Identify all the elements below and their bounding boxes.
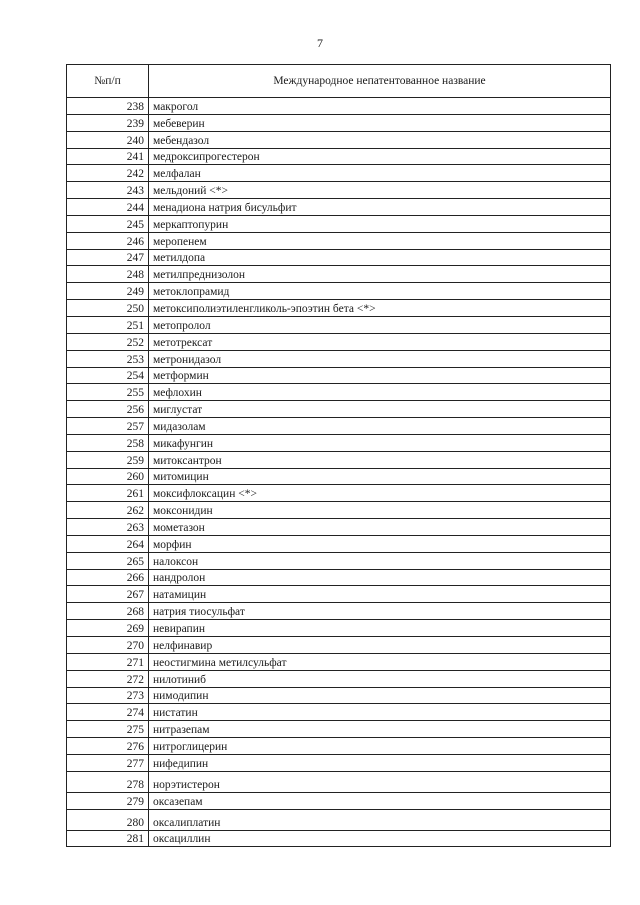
row-number: 252 (67, 333, 149, 350)
table-row (67, 485, 611, 502)
table-row (67, 502, 611, 519)
header-number: №п/п (67, 65, 149, 98)
row-number: 276 (67, 738, 149, 755)
table-row (67, 165, 611, 182)
drug-name: мельдоний <*> (149, 182, 611, 199)
table-row (67, 620, 611, 637)
row-number: 271 (67, 653, 149, 670)
row-number: 253 (67, 350, 149, 367)
drug-name: метопролол (149, 316, 611, 333)
table-row (67, 384, 611, 401)
row-number: 244 (67, 199, 149, 216)
row-number: 273 (67, 687, 149, 704)
table-row (67, 704, 611, 721)
row-number: 258 (67, 434, 149, 451)
drug-name: метоклопрамид (149, 283, 611, 300)
row-number: 254 (67, 367, 149, 384)
drug-name: мометазон (149, 519, 611, 536)
row-number: 240 (67, 131, 149, 148)
table-row (67, 283, 611, 300)
drug-name: метилпреднизолон (149, 266, 611, 283)
table-row (67, 569, 611, 586)
row-number: 246 (67, 232, 149, 249)
table-row (67, 809, 611, 830)
table-row (67, 98, 611, 115)
table-row (67, 199, 611, 216)
table-row (67, 738, 611, 755)
drug-name: оксазепам (149, 792, 611, 809)
table-row (67, 148, 611, 165)
drug-name: нелфинавир (149, 637, 611, 654)
table-row (67, 792, 611, 809)
drug-name: макрогол (149, 98, 611, 115)
table-row (67, 535, 611, 552)
table-row (67, 603, 611, 620)
row-number: 238 (67, 98, 149, 115)
row-number: 263 (67, 519, 149, 536)
drug-name: метформин (149, 367, 611, 384)
table-row (67, 721, 611, 738)
table-row (67, 687, 611, 704)
table-row (67, 468, 611, 485)
row-number: 268 (67, 603, 149, 620)
drug-name: невирапин (149, 620, 611, 637)
table-row (67, 552, 611, 569)
table-row (67, 232, 611, 249)
row-number: 272 (67, 670, 149, 687)
row-number: 247 (67, 249, 149, 266)
drug-name: медроксипрогестерон (149, 148, 611, 165)
drug-name: неостигмина метилсульфат (149, 653, 611, 670)
drug-name: оксалиплатин (149, 809, 611, 830)
table-row (67, 451, 611, 468)
table-row (67, 771, 611, 792)
table-row (67, 586, 611, 603)
row-number: 266 (67, 569, 149, 586)
table-row (67, 316, 611, 333)
row-number: 259 (67, 451, 149, 468)
row-number: 261 (67, 485, 149, 502)
table-row (67, 830, 611, 847)
row-number: 243 (67, 182, 149, 199)
drug-name: налоксон (149, 552, 611, 569)
table-row (67, 519, 611, 536)
drug-name: митомицин (149, 468, 611, 485)
drug-name: нифедипин (149, 754, 611, 771)
row-number: 241 (67, 148, 149, 165)
row-number: 245 (67, 215, 149, 232)
drug-name: митоксантрон (149, 451, 611, 468)
row-number: 265 (67, 552, 149, 569)
drug-name: нимодипин (149, 687, 611, 704)
drug-name: морфин (149, 535, 611, 552)
table-row (67, 367, 611, 384)
drug-name: метоксиполиэтиленгликоль-эпоэтин бета <*> (149, 300, 611, 317)
table-header-row (67, 65, 611, 98)
table-row (67, 670, 611, 687)
drug-name: метронидазол (149, 350, 611, 367)
drug-name: микафунгин (149, 434, 611, 451)
table-body (67, 98, 611, 847)
row-number: 262 (67, 502, 149, 519)
row-number: 250 (67, 300, 149, 317)
drug-name: мебендазол (149, 131, 611, 148)
table-row (67, 114, 611, 131)
page-number: 7 (317, 36, 323, 50)
row-number: 242 (67, 165, 149, 182)
table-row (67, 653, 611, 670)
drug-name: метилдопа (149, 249, 611, 266)
drug-name: натамицин (149, 586, 611, 603)
drug-name: миглустат (149, 401, 611, 418)
drug-name: оксациллин (149, 830, 611, 847)
header-name: Международное непатентованное название (149, 65, 611, 98)
table-row (67, 266, 611, 283)
row-number: 278 (67, 771, 149, 792)
table-row (67, 350, 611, 367)
table-row (67, 131, 611, 148)
drug-name: нитразепам (149, 721, 611, 738)
row-number: 279 (67, 792, 149, 809)
drug-name: мидазолам (149, 418, 611, 435)
table-row (67, 249, 611, 266)
drug-name: моксифлоксацин <*> (149, 485, 611, 502)
row-number: 256 (67, 401, 149, 418)
table-row (67, 182, 611, 199)
drug-name: менадиона натрия бисульфит (149, 199, 611, 216)
row-number: 255 (67, 384, 149, 401)
row-number: 275 (67, 721, 149, 738)
row-number: 239 (67, 114, 149, 131)
drug-name: норэтистерон (149, 771, 611, 792)
row-number: 267 (67, 586, 149, 603)
table-row (67, 401, 611, 418)
table-row (67, 418, 611, 435)
row-number: 274 (67, 704, 149, 721)
row-number: 251 (67, 316, 149, 333)
drug-name: мефлохин (149, 384, 611, 401)
row-number: 270 (67, 637, 149, 654)
row-number: 264 (67, 535, 149, 552)
drug-name: метотрексат (149, 333, 611, 350)
table-row (67, 300, 611, 317)
drug-table (66, 64, 611, 847)
row-number: 249 (67, 283, 149, 300)
row-number: 269 (67, 620, 149, 637)
row-number: 277 (67, 754, 149, 771)
drug-name: мелфалан (149, 165, 611, 182)
row-number: 260 (67, 468, 149, 485)
table-row (67, 333, 611, 350)
row-number: 281 (67, 830, 149, 847)
drug-name: нитроглицерин (149, 738, 611, 755)
row-number: 280 (67, 809, 149, 830)
drug-name: меропенем (149, 232, 611, 249)
drug-name: моксонидин (149, 502, 611, 519)
drug-name: нистатин (149, 704, 611, 721)
drug-name: меркаптопурин (149, 215, 611, 232)
table-row (67, 754, 611, 771)
row-number: 257 (67, 418, 149, 435)
drug-name: нилотиниб (149, 670, 611, 687)
table-row (67, 434, 611, 451)
drug-name: мебеверин (149, 114, 611, 131)
table-row (67, 637, 611, 654)
table-row (67, 215, 611, 232)
drug-name: нандролон (149, 569, 611, 586)
drug-name: натрия тиосульфат (149, 603, 611, 620)
row-number: 248 (67, 266, 149, 283)
